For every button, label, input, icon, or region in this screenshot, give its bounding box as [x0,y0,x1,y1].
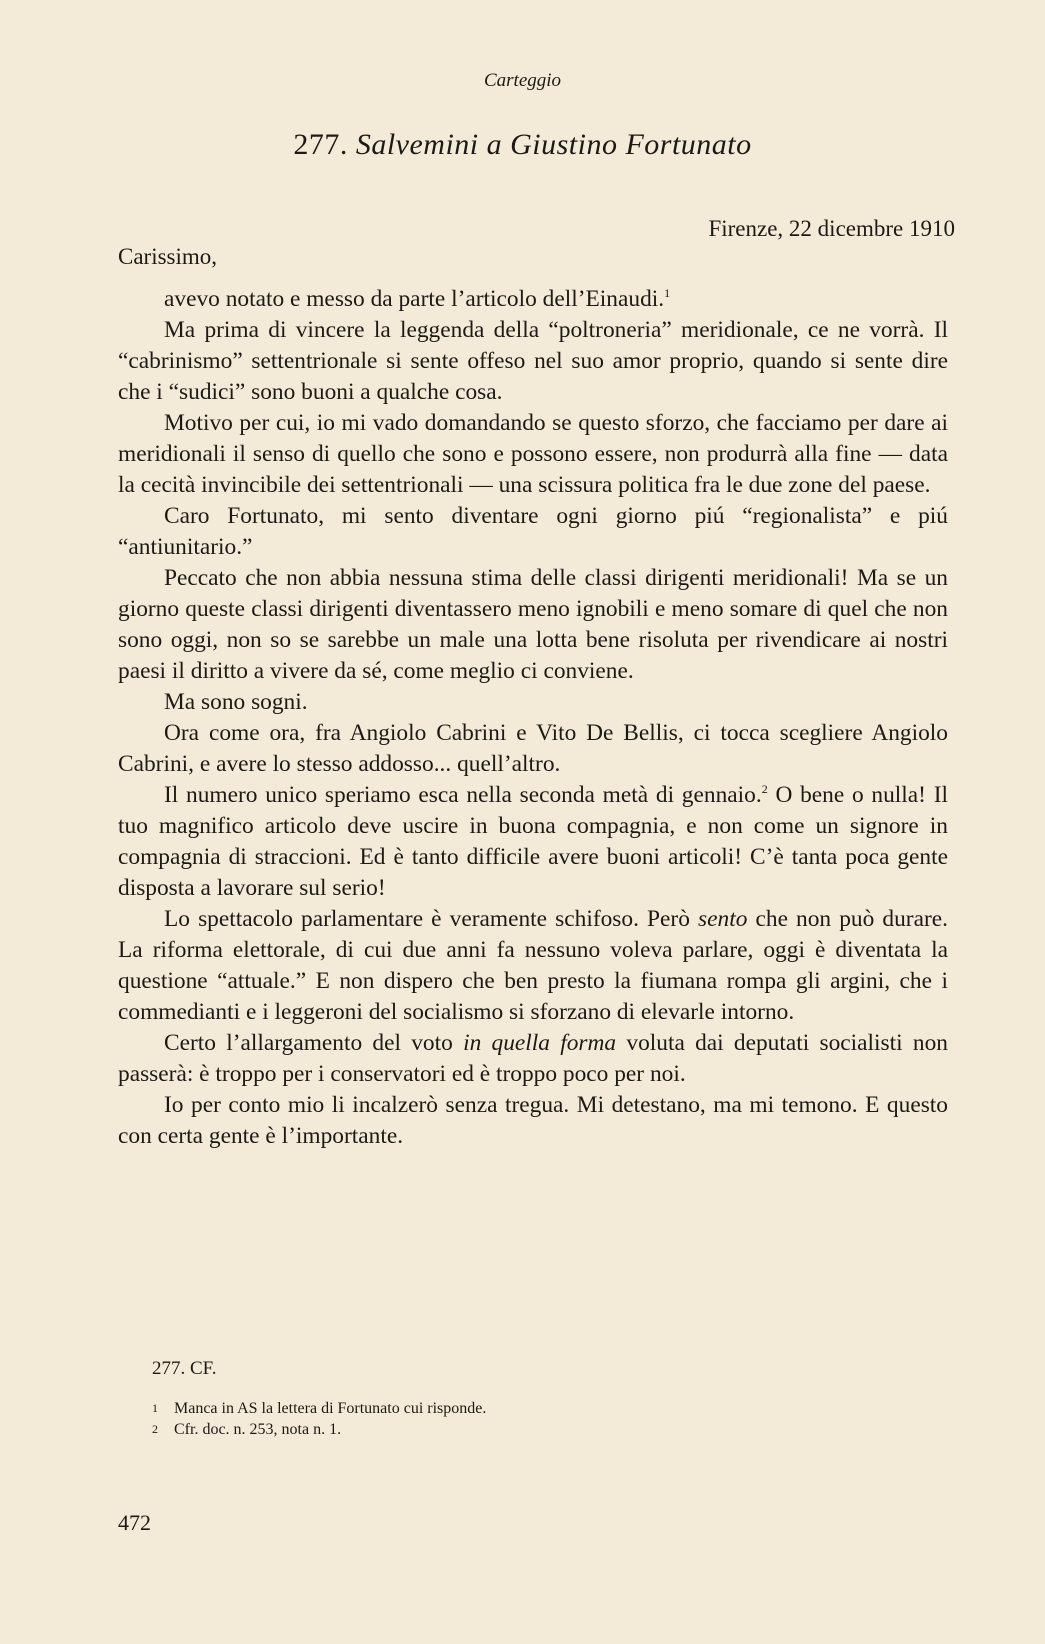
footnote-text: Cfr. doc. n. 253, nota n. 1. [174,1421,342,1438]
paragraph-text: Il numero unico speriamo esca nella seconda metà di gennaio. [164,782,762,808]
emphasis-text: sento [698,906,748,932]
paragraph-text: Certo l’allargamento del voto [164,1030,464,1056]
paragraph [118,1028,948,1090]
salutation: Carissimo, [118,244,218,269]
page-number: 472 [118,1510,151,1535]
dateline: Firenze, 22 dicembre 1910 [708,216,955,241]
letter-number: 277. [293,128,348,161]
paragraph-text: Motivo per cui, io mi vado domandando se questo sforzo, che facciamo per dare ai meridionali il senso di quello che sono e possono essere, non produrrà alla fine — data la cecità invincibile dei settentrionali — una scissura politica fra le due zone del paese. [118,410,948,498]
paragraph [118,780,948,904]
paragraph [118,284,948,315]
paragraph-text: Caro Fortunato, mi sento diventare ogni giorno piú “regionalista” e piú “antiunitario.” [118,503,948,560]
paragraph-text: Ma sono sogni. [164,689,308,715]
paragraph [118,718,948,780]
paragraph-text: avevo notato e messo da parte l’articolo dell’Einaudi. [164,286,665,312]
paragraph-text: Peccato che non abbia nessuna stima delle classi dirigenti meridionali! Ma se un giorno queste classi dirigenti diventassero meno ignobili e meno somare di quel che non sono oggi, non so se sarebbe un male una lotta bene risoluta per rivendicare ai nostri paesi il diritto a vivere da sé, come meglio ci conviene. [118,565,948,684]
footnote-mark: 2 [152,1422,158,1436]
paragraph [118,1090,948,1152]
footnote-ref: 1 [664,286,671,301]
paragraph-text: Io per conto mio li incalzerò senza tregua. Mi detestano, ma mi temono. E questo con certa gente è l’importante. [118,1092,948,1149]
footnotes [152,1398,486,1440]
footnote-heading: 277. CF. [152,1358,217,1379]
letter-title-text: Salvemini a Giustino Fortunato [355,128,752,161]
paragraph [118,408,948,501]
paragraph-text: O bene o nulla! Il tuo magnifico articolo deve uscire in buona compagnia, e non come un signore in compagnia di straccioni. Ed è tanto difficile avere buoni articoli! C’è tanta poca gente disposta a lavorare sul serio! [118,782,949,901]
footnote [152,1419,486,1440]
paragraph [118,315,948,408]
paragraph [118,563,948,687]
paragraph-text: che non può durare. La riforma elettorale, di cui due anni fa nessuno voleva parlare, oggi è diventata la questione “attuale.” E non dispero che ben presto la fiumana rompa gli argini, che i commedianti e i leggeroni del socialismo si sforzano di elevarle intorno. [118,906,948,1025]
paragraph-text: Lo spettacolo parlamentare è veramente schifoso. Però [164,906,699,932]
letter-title [0,128,1045,162]
footnote-ref: 2 [761,782,768,797]
letter-body [118,284,948,1152]
paragraph-text: voluta dai deputati socialisti non passerà: è troppo per i conservatori ed è troppo poco per noi. [118,1030,948,1087]
footnote [152,1398,486,1419]
emphasis-text: in quella forma [463,1030,617,1056]
paragraph [118,904,948,1028]
footnote-text: Manca in AS la lettera di Fortunato cui risponde. [174,1400,487,1417]
footnote-mark: 1 [152,1401,158,1415]
paragraph [118,687,948,718]
paragraph-text: Ora come ora, fra Angiolo Cabrini e Vito De Bellis, ci tocca scegliere Angiolo Cabrini, e avere lo stesso addosso... quell’altro. [118,720,948,777]
running-head: Carteggio [483,70,562,91]
paragraph-text: Ma prima di vincere la leggenda della “poltroneria” meridionale, ce ne vorrà. Il “cabrinismo” settentrionale si sente offeso nel suo amor proprio, quando si sente dire che i “sudici” sono buoni a qualche cosa. [118,317,948,405]
paragraph [118,501,948,563]
